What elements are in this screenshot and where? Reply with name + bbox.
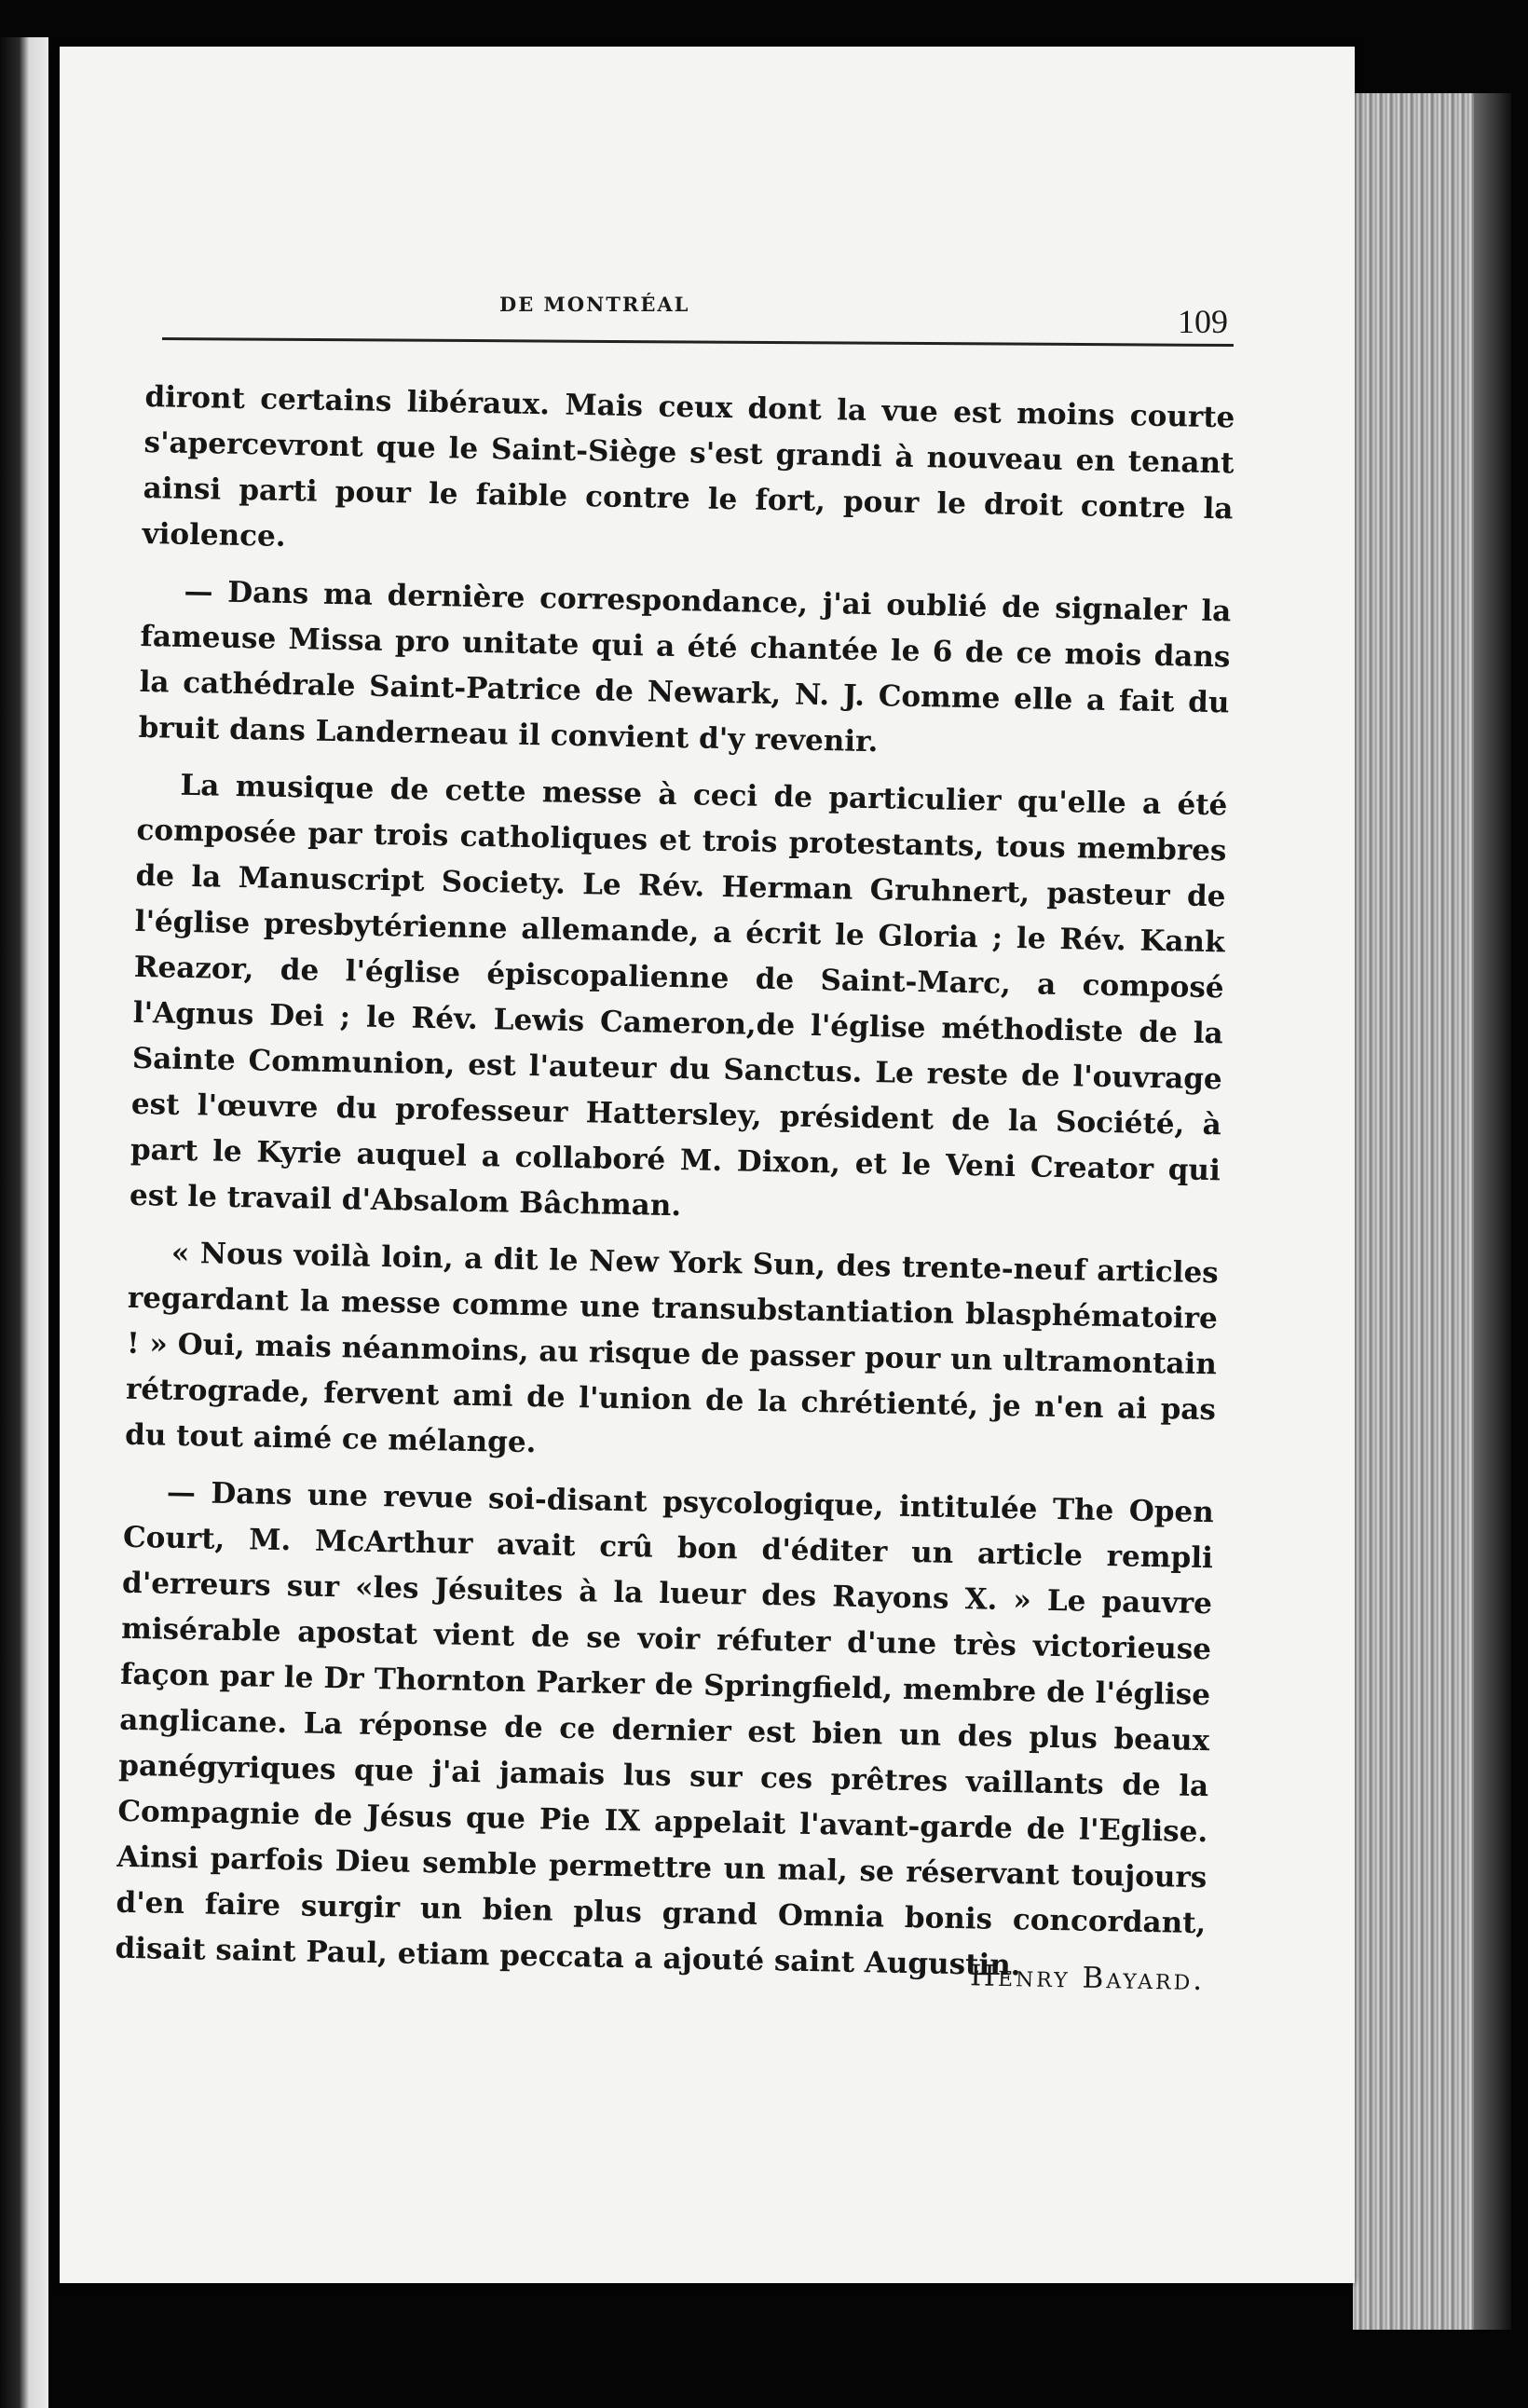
paragraph-1: diront certains libéraux. Mais ceux dont la vue est moins courte s'apercevront que le Saint-Siège s'est grandi à nouveau en tenant ainsi parti pour le faible contre le fort, pour le droit contre la violence.	[142, 379, 1235, 554]
page-sheet	[60, 47, 1355, 2283]
paragraph-3: La musique de cette messe à ceci de particulier qu'elle a été composée par trois catholiques et trois protestants, tous membres de la Manuscript Society. Le Rév. Herman Gruhnert, pasteur de l'église presbytérienne allemande, a écrit le Gloria ; le Rév. Kank Reazor, de l'église épiscopalienne de Saint-Marc, a composé l'Agnus Dei ; le Rév. Lewis Cameron,de l'église méthodiste de la Sainte Communion, est l'auteur du Sanctus. Le reste de l'ouvrage est l'œuvre du professeur Hattersley, président de la Société, à part le Kyrie auquel a collaboré M. Dixon, et le Veni Creator qui est le travail d'Absalom Bâchman.	[129, 768, 1228, 1224]
header-rule	[162, 337, 1234, 347]
page-number: 109	[1178, 303, 1228, 340]
running-head: DE MONTRÉAL	[499, 293, 690, 316]
previous-page-edge	[0, 37, 48, 2408]
paragraph-2: — Dans ma dernière correspondance, j'ai oublié de signaler la fameuse Missa pro unitate qui a été chantée le 6 de ce mois dans la cathédrale Saint-Patrice de Newark, N. J. Comme elle a fait du bruit dans Landerneau il convient d'y revenir.	[138, 574, 1232, 759]
author-signature: Henry Bayard.	[969, 1959, 1206, 1998]
paragraph-5: — Dans une revue soi-disant psycologique, intitulée The Open Court, M. McArthur avait crû bon d'éditer un article rempli d'erreurs sur «les Jésuites à la lueur des Rayons X. » Le pauvre misérable apostat vient de se voir réfuter d'une très victorieuse façon par le Dr Thornton Parker de Springfield, membre de l'église anglicane. La réponse de ce dernier est bien un des plus beaux panégyriques que j'ai jamais lus sur ces prêtres vaillants de la Compagnie de Jésus que Pie IX appelait l'avant-garde de l'Eglise. Ainsi parfois Dieu semble permettre un mal, se réservant toujours d'en faire surgir un bien plus grand Omnia bonis concordant, disait saint Paul, etiam peccata a ajouté saint Augustin.	[115, 1475, 1215, 1983]
body-text	[115, 375, 1235, 2015]
paragraph-4: « Nous voilà loin, a dit le New York Sun, des trente-neuf articles regardant la messe comme une transubstantiation blasphématoire ! » Oui, mais néanmoins, au risque de passer pour un ultramontain rétrograde, fervent ami de l'union de la chrétienté, je n'en ai pas du tout aimé ce mélange.	[124, 1236, 1220, 1460]
book-page-edges	[1353, 93, 1474, 2330]
